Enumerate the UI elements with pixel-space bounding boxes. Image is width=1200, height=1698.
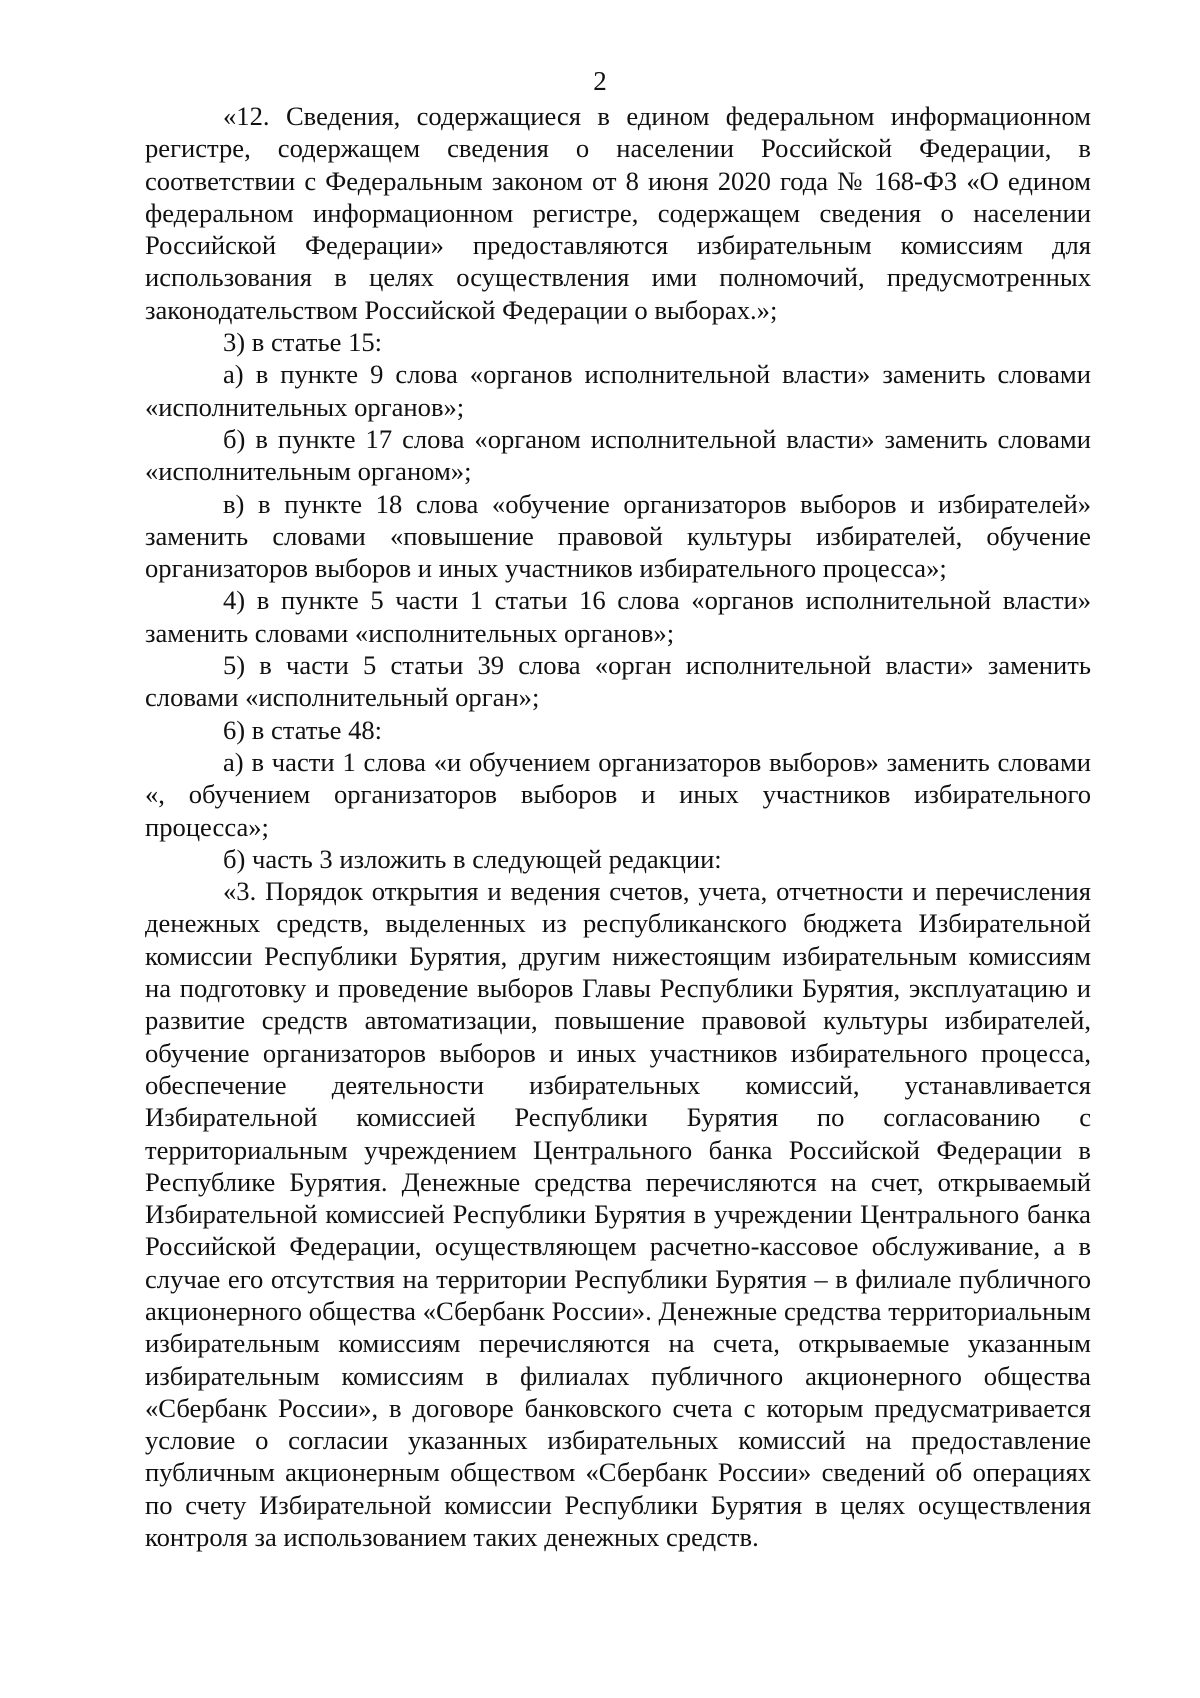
paragraph-part-3-text: «3. Порядок открытия и ведения счетов, учета, отчетности и перечисления денежных средств, выделенных из республиканского бюджета Избирательной комиссии Республики Бурятия, другим нижестоящим избирательным комиссиям на подготовку и проведение выборов Главы Республики Бурятия, эксплуатацию и развитие средств автоматизации, повышение правовой культуры избирателей, обучение организаторов выборов и иных участников избирательного процесса, обеспечение деятельности избирательных комиссий, устанавливается Избирательной комиссией Республики Бурятия по согласованию с территориальным учреждением Центрального банка Российской Федерации в Республике Бурятия. Денежные средства перечисляются на счет, открываемый Избирательной комиссией Республики Бурятия в учреждении Центрального банка Российской Федерации, осуществляющем расчетно-кассовое обслуживание, а в случае его отсутствия на территории Республики Бурятия – в филиале публичного акционерного общества «Сбербанк России». Денежные средства территориальным избирательным комиссиям перечисляются на счета, открываемые указанным избирательным комиссиям в филиалах публичного акционерного общества «Сбербанк России», в договоре банковского счета с которым предусматривается условие о согласии указанных избирательных комиссий на предоставление публичным акционерным обществом «Сбербанк России» сведений об операциях по счету Избирательной комиссии Республики Бурятия в целях осуществления контроля за использованием таких денежных средств. [145,876,1091,1553]
paragraph-art48-sub-a: а) в части 1 слова «и обучением организаторов выборов» заменить словами «, обучением организаторов выборов и иных участников избирательного процесса»; [145,746,1091,842]
paragraph-art48-sub-b: б) часть 3 изложить в следующей редакции: [223,843,722,874]
paragraph-amend-article-15: 3) в статье 15: [223,327,383,358]
paragraph-item-12: «12. Сведения, содержащиеся в едином федеральном информационном регистре, содержащем сведения о населении Российской Федерации, в соответствии с Федеральным законом от 8 июня 2020 года № 168-ФЗ «О едином федеральном информационном регистре, содержащем сведения о населении Российской Федерации» предоставляются избирательным комиссиям для использования в целях осуществления ими полномочий, предусмотренных законодательством Российской Федерации о выборах.»; [145,101,1091,325]
paragraph-amend-article-39: 5) в части 5 статьи 39 слова «орган исполнительной власти» заменить словами «исполнительный орган»; [145,650,1091,713]
paragraph-art15-sub-b: б) в пункте 17 слова «органом исполнительной власти» заменить словами «исполнительным органом»; [145,423,1091,487]
paragraph-amend-article-16: 4) в пункте 5 части 1 статьи 16 слова «органов исполнительной власти» заменить словами «исполнительных органов»; [145,585,1091,648]
page-number: 2 [593,66,607,96]
paragraph-art15-sub-v: в) в пункте 18 слова «обучение организаторов выборов и избирателей» заменить словами «повышение правовой культуры избирателей, обучение организаторов выборов и иных участников избирательного процесса»; [145,488,1091,584]
paragraph-art15-sub-a: а) в пункте 9 слова «органов исполнительной власти» заменить словами «исполнительных органов»; [145,359,1091,422]
paragraph-amend-article-48: 6) в статье 48: [223,714,383,745]
document-body [145,100,1091,1553]
